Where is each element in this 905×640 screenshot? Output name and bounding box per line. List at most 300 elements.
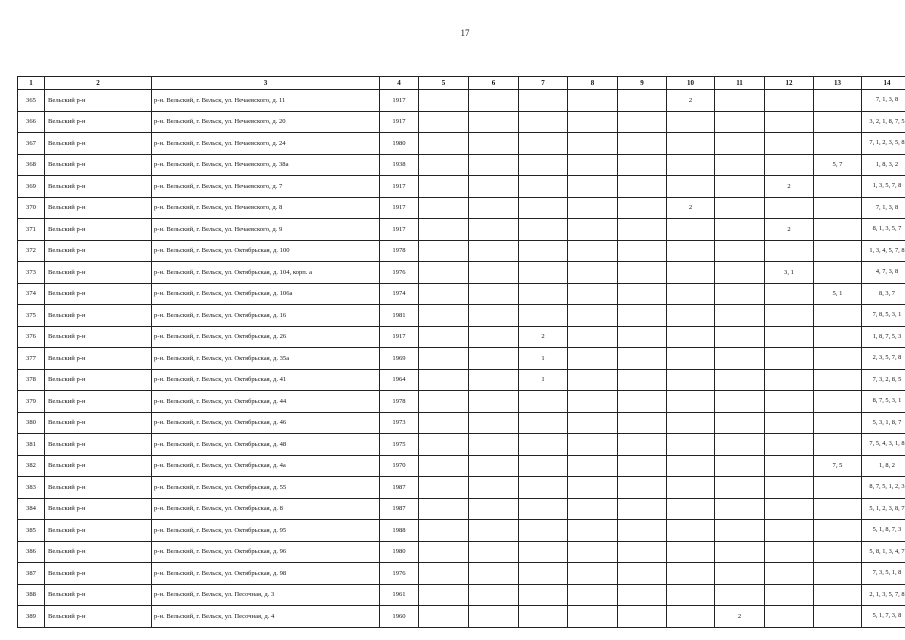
col7-cell: [519, 541, 568, 563]
col11-cell: [715, 197, 765, 219]
table-row: [18, 606, 905, 628]
col12-cell: [765, 348, 814, 370]
col8-cell: [568, 240, 618, 262]
district-cell: Вельский р-н: [45, 348, 152, 370]
col11-cell: [715, 348, 765, 370]
row-number-cell: 377: [18, 348, 45, 370]
address-cell: р-н. Вельский, г. Вельск, ул. Октябрьская, д. 16: [152, 305, 380, 327]
col14-cell: 7, 1, 3, 8: [862, 197, 905, 219]
col6-cell: [469, 498, 519, 520]
col11-cell: [715, 133, 765, 155]
year-cell: 1917: [380, 111, 419, 133]
col10-cell: [667, 240, 715, 262]
col8-cell: [568, 563, 618, 585]
col14-cell: 7, 1, 3, 8: [862, 90, 905, 112]
col14-cell: 8, 3, 7: [862, 283, 905, 305]
col12-cell: [765, 477, 814, 499]
col13-cell: [814, 477, 862, 499]
table-row: [18, 133, 905, 155]
col6-cell: [469, 541, 519, 563]
col10-cell: [667, 326, 715, 348]
col14-cell: 1, 8, 2: [862, 455, 905, 477]
row-number-cell: 379: [18, 391, 45, 413]
col10-cell: [667, 219, 715, 241]
col11-cell: [715, 219, 765, 241]
col9-cell: [618, 520, 667, 542]
column-header-1: 1: [18, 77, 45, 90]
col6-cell: [469, 563, 519, 585]
column-header-3: 3: [152, 77, 380, 90]
year-cell: 1980: [380, 133, 419, 155]
row-number-cell: 389: [18, 606, 45, 628]
col6-cell: [469, 262, 519, 284]
col8-cell: [568, 584, 618, 606]
table-row: [18, 348, 905, 370]
table-row: [18, 369, 905, 391]
col8-cell: [568, 176, 618, 198]
year-cell: 1978: [380, 240, 419, 262]
col8-cell: [568, 283, 618, 305]
col12-cell: [765, 326, 814, 348]
district-cell: Вельский р-н: [45, 154, 152, 176]
col8-cell: [568, 90, 618, 112]
col9-cell: [618, 111, 667, 133]
col10-cell: [667, 455, 715, 477]
table-row: [18, 111, 905, 133]
col13-cell: [814, 348, 862, 370]
col9-cell: [618, 369, 667, 391]
address-cell: р-н. Вельский, г. Вельск, ул. Песочная, д. 3: [152, 584, 380, 606]
col11-cell: [715, 434, 765, 456]
district-cell: Вельский р-н: [45, 369, 152, 391]
col12-cell: [765, 520, 814, 542]
col6-cell: [469, 176, 519, 198]
col13-cell: [814, 197, 862, 219]
col13-cell: [814, 391, 862, 413]
year-cell: 1917: [380, 90, 419, 112]
district-cell: Вельский р-н: [45, 326, 152, 348]
row-number-cell: 371: [18, 219, 45, 241]
address-cell: р-н. Вельский, г. Вельск, ул. Октябрьская, д. 55: [152, 477, 380, 499]
table-row: [18, 584, 905, 606]
col6-cell: [469, 326, 519, 348]
district-cell: Вельский р-н: [45, 111, 152, 133]
year-cell: 1938: [380, 154, 419, 176]
column-header-12: 12: [765, 77, 814, 90]
table-row: [18, 412, 905, 434]
col11-cell: [715, 90, 765, 112]
col7-cell: [519, 176, 568, 198]
col12-cell: [765, 606, 814, 628]
col10-cell: [667, 584, 715, 606]
col6-cell: [469, 240, 519, 262]
year-cell: 1969: [380, 348, 419, 370]
column-header-2: 2: [45, 77, 152, 90]
col9-cell: [618, 219, 667, 241]
row-number-cell: 367: [18, 133, 45, 155]
col9-cell: [618, 90, 667, 112]
col13-cell: [814, 90, 862, 112]
col10-cell: [667, 133, 715, 155]
table-header-row: [18, 77, 905, 90]
col5-cell: [419, 240, 469, 262]
col7-cell: [519, 111, 568, 133]
column-header-10: 10: [667, 77, 715, 90]
district-cell: Вельский р-н: [45, 434, 152, 456]
col14-cell: 5, 1, 7, 3, 8: [862, 606, 905, 628]
col12-cell: [765, 369, 814, 391]
year-cell: 1987: [380, 477, 419, 499]
col10-cell: [667, 563, 715, 585]
col10-cell: [667, 369, 715, 391]
col5-cell: [419, 434, 469, 456]
table-row: [18, 283, 905, 305]
col13-cell: [814, 219, 862, 241]
col7-cell: [519, 90, 568, 112]
col5-cell: [419, 391, 469, 413]
col12-cell: [765, 133, 814, 155]
address-cell: р-н. Вельский, г. Вельск, ул. Октябрьская, д. 26: [152, 326, 380, 348]
col12-cell: 2: [765, 176, 814, 198]
district-cell: Вельский р-н: [45, 262, 152, 284]
col10-cell: [667, 434, 715, 456]
district-cell: Вельский р-н: [45, 133, 152, 155]
col10-cell: [667, 412, 715, 434]
table-body: [18, 90, 905, 628]
col7-cell: [519, 240, 568, 262]
column-header-5: 5: [419, 77, 469, 90]
year-cell: 1976: [380, 262, 419, 284]
year-cell: 1964: [380, 369, 419, 391]
year-cell: 1973: [380, 412, 419, 434]
col6-cell: [469, 219, 519, 241]
col11-cell: [715, 369, 765, 391]
col9-cell: [618, 326, 667, 348]
col7-cell: [519, 520, 568, 542]
district-cell: Вельский р-н: [45, 584, 152, 606]
address-cell: р-н. Вельский, г. Вельск, ул. Нечаевского, д. 24: [152, 133, 380, 155]
column-header-6: 6: [469, 77, 519, 90]
address-cell: р-н. Вельский, г. Вельск, ул. Октябрьская, д. 4а: [152, 455, 380, 477]
address-cell: р-н. Вельский, г. Вельск, ул. Октябрьская, д. 95: [152, 520, 380, 542]
col6-cell: [469, 154, 519, 176]
col11-cell: 2: [715, 606, 765, 628]
col13-cell: [814, 369, 862, 391]
col11-cell: [715, 584, 765, 606]
col5-cell: [419, 326, 469, 348]
col12-cell: [765, 563, 814, 585]
col13-cell: [814, 498, 862, 520]
col6-cell: [469, 197, 519, 219]
col7-cell: [519, 498, 568, 520]
table-row: [18, 455, 905, 477]
col7-cell: [519, 305, 568, 327]
col11-cell: [715, 176, 765, 198]
col14-cell: 4, 7, 3, 8: [862, 262, 905, 284]
row-number-cell: 388: [18, 584, 45, 606]
col6-cell: [469, 133, 519, 155]
row-number-cell: 387: [18, 563, 45, 585]
district-cell: Вельский р-н: [45, 176, 152, 198]
col7-cell: [519, 262, 568, 284]
col10-cell: [667, 498, 715, 520]
row-number-cell: 373: [18, 262, 45, 284]
year-cell: 1976: [380, 563, 419, 585]
col5-cell: [419, 111, 469, 133]
col10-cell: [667, 477, 715, 499]
row-number-cell: 365: [18, 90, 45, 112]
col5-cell: [419, 348, 469, 370]
col14-cell: 7, 1, 2, 3, 5, 8: [862, 133, 905, 155]
col11-cell: [715, 326, 765, 348]
col13-cell: [814, 584, 862, 606]
col10-cell: [667, 541, 715, 563]
year-cell: 1987: [380, 498, 419, 520]
row-number-cell: 370: [18, 197, 45, 219]
col12-cell: [765, 498, 814, 520]
col7-cell: [519, 154, 568, 176]
col7-cell: [519, 563, 568, 585]
col12-cell: [765, 240, 814, 262]
column-header-8: 8: [568, 77, 618, 90]
col7-cell: [519, 391, 568, 413]
col6-cell: [469, 369, 519, 391]
col8-cell: [568, 305, 618, 327]
address-cell: р-н. Вельский, г. Вельск, ул. Октябрьская, д. 98: [152, 563, 380, 585]
col14-cell: 1, 3, 4, 5, 7, 8: [862, 240, 905, 262]
col11-cell: [715, 111, 765, 133]
col12-cell: [765, 541, 814, 563]
col14-cell: 2, 3, 5, 7, 8: [862, 348, 905, 370]
col12-cell: [765, 90, 814, 112]
address-cell: р-н. Вельский, г. Вельск, ул. Октябрьская, д. 48: [152, 434, 380, 456]
col8-cell: [568, 348, 618, 370]
col14-cell: 7, 3, 2, 8, 5: [862, 369, 905, 391]
col11-cell: [715, 240, 765, 262]
col10-cell: [667, 111, 715, 133]
col13-cell: [814, 262, 862, 284]
col12-cell: [765, 391, 814, 413]
col11-cell: [715, 262, 765, 284]
year-cell: 1975: [380, 434, 419, 456]
col8-cell: [568, 498, 618, 520]
district-cell: Вельский р-н: [45, 240, 152, 262]
col10-cell: [667, 391, 715, 413]
table-row: [18, 240, 905, 262]
col10-cell: [667, 606, 715, 628]
col5-cell: [419, 563, 469, 585]
table-row: [18, 305, 905, 327]
col8-cell: [568, 326, 618, 348]
col8-cell: [568, 606, 618, 628]
col11-cell: [715, 520, 765, 542]
row-number-cell: 368: [18, 154, 45, 176]
col6-cell: [469, 520, 519, 542]
col14-cell: 5, 3, 1, 8, 7: [862, 412, 905, 434]
address-cell: р-н. Вельский, г. Вельск, ул. Октябрьская, д. 104, корп. а: [152, 262, 380, 284]
col7-cell: [519, 455, 568, 477]
col12-cell: 3, 1: [765, 262, 814, 284]
district-cell: Вельский р-н: [45, 412, 152, 434]
col6-cell: [469, 434, 519, 456]
col11-cell: [715, 541, 765, 563]
col8-cell: [568, 520, 618, 542]
table-row: [18, 477, 905, 499]
col10-cell: [667, 176, 715, 198]
address-cell: р-н. Вельский, г. Вельск, ул. Октябрьская, д. 8: [152, 498, 380, 520]
district-cell: Вельский р-н: [45, 477, 152, 499]
col9-cell: [618, 283, 667, 305]
col13-cell: [814, 520, 862, 542]
col10-cell: [667, 262, 715, 284]
address-cell: р-н. Вельский, г. Вельск, ул. Нечаевского, д. 9: [152, 219, 380, 241]
col8-cell: [568, 434, 618, 456]
col14-cell: 5, 8, 1, 3, 4, 7: [862, 541, 905, 563]
col12-cell: [765, 412, 814, 434]
col9-cell: [618, 606, 667, 628]
col14-cell: 2, 1, 3, 5, 7, 8: [862, 584, 905, 606]
col9-cell: [618, 434, 667, 456]
table-row: [18, 520, 905, 542]
col9-cell: [618, 541, 667, 563]
address-cell: р-н. Вельский, г. Вельск, ул. Октябрьская, д. 100: [152, 240, 380, 262]
col6-cell: [469, 348, 519, 370]
col6-cell: [469, 90, 519, 112]
col5-cell: [419, 412, 469, 434]
year-cell: 1917: [380, 176, 419, 198]
col7-cell: [519, 219, 568, 241]
col14-cell: 3, 2, 1, 8, 7, 5: [862, 111, 905, 133]
address-cell: р-н. Вельский, г. Вельск, ул. Нечаевского, д. 20: [152, 111, 380, 133]
col13-cell: 7, 5: [814, 455, 862, 477]
col11-cell: [715, 305, 765, 327]
col12-cell: [765, 584, 814, 606]
row-number-cell: 372: [18, 240, 45, 262]
registry-table: [17, 76, 905, 628]
col6-cell: [469, 584, 519, 606]
col5-cell: [419, 305, 469, 327]
col9-cell: [618, 305, 667, 327]
col7-cell: [519, 133, 568, 155]
col8-cell: [568, 391, 618, 413]
col7-cell: [519, 197, 568, 219]
table-row: [18, 326, 905, 348]
col7-cell: [519, 412, 568, 434]
col14-cell: 8, 7, 5, 1, 2, 3: [862, 477, 905, 499]
col11-cell: [715, 477, 765, 499]
col8-cell: [568, 154, 618, 176]
col9-cell: [618, 176, 667, 198]
year-cell: 1917: [380, 326, 419, 348]
row-number-cell: 383: [18, 477, 45, 499]
year-cell: 1980: [380, 541, 419, 563]
col8-cell: [568, 541, 618, 563]
col5-cell: [419, 477, 469, 499]
column-header-14: 14: [862, 77, 905, 90]
col12-cell: [765, 197, 814, 219]
col5-cell: [419, 369, 469, 391]
table-row: [18, 219, 905, 241]
table-row: [18, 262, 905, 284]
col13-cell: [814, 133, 862, 155]
table-row: [18, 541, 905, 563]
col8-cell: [568, 219, 618, 241]
col5-cell: [419, 262, 469, 284]
year-cell: 1970: [380, 455, 419, 477]
col12-cell: [765, 455, 814, 477]
col9-cell: [618, 262, 667, 284]
table-row: [18, 154, 905, 176]
district-cell: Вельский р-н: [45, 520, 152, 542]
col7-cell: [519, 606, 568, 628]
col13-cell: [814, 434, 862, 456]
col11-cell: [715, 455, 765, 477]
col5-cell: [419, 133, 469, 155]
row-number-cell: 375: [18, 305, 45, 327]
row-number-cell: 366: [18, 111, 45, 133]
col9-cell: [618, 154, 667, 176]
col8-cell: [568, 477, 618, 499]
col12-cell: [765, 283, 814, 305]
col5-cell: [419, 520, 469, 542]
table-row: [18, 90, 905, 112]
col6-cell: [469, 305, 519, 327]
col13-cell: [814, 111, 862, 133]
district-cell: Вельский р-н: [45, 455, 152, 477]
col6-cell: [469, 477, 519, 499]
year-cell: 1917: [380, 197, 419, 219]
year-cell: 1961: [380, 584, 419, 606]
col9-cell: [618, 584, 667, 606]
address-cell: р-н. Вельский, г. Вельск, ул. Нечаевского, д. 7: [152, 176, 380, 198]
col11-cell: [715, 154, 765, 176]
col13-cell: [814, 240, 862, 262]
col11-cell: [715, 412, 765, 434]
district-cell: Вельский р-н: [45, 391, 152, 413]
col9-cell: [618, 563, 667, 585]
col13-cell: [814, 563, 862, 585]
district-cell: Вельский р-н: [45, 90, 152, 112]
col13-cell: 5, 7: [814, 154, 862, 176]
col8-cell: [568, 412, 618, 434]
address-cell: р-н. Вельский, г. Вельск, ул. Октябрьская, д. 35а: [152, 348, 380, 370]
address-cell: р-н. Вельский, г. Вельск, ул. Песочная, д. 4: [152, 606, 380, 628]
table-row: [18, 176, 905, 198]
table-row: [18, 563, 905, 585]
year-cell: 1917: [380, 219, 419, 241]
address-cell: р-н. Вельский, г. Вельск, ул. Октябрьская, д. 41: [152, 369, 380, 391]
col8-cell: [568, 133, 618, 155]
table-row: [18, 391, 905, 413]
col10-cell: [667, 305, 715, 327]
row-number-cell: 374: [18, 283, 45, 305]
col9-cell: [618, 412, 667, 434]
table-row: [18, 434, 905, 456]
col11-cell: [715, 283, 765, 305]
col7-cell: [519, 584, 568, 606]
col7-cell: [519, 477, 568, 499]
col8-cell: [568, 369, 618, 391]
page-number: 17: [460, 28, 470, 38]
col7-cell: 2: [519, 326, 568, 348]
col6-cell: [469, 412, 519, 434]
col14-cell: 5, 1, 2, 3, 8, 7: [862, 498, 905, 520]
col7-cell: [519, 434, 568, 456]
col10-cell: [667, 348, 715, 370]
col7-cell: 1: [519, 369, 568, 391]
col6-cell: [469, 111, 519, 133]
col14-cell: 8, 7, 5, 3, 1: [862, 391, 905, 413]
